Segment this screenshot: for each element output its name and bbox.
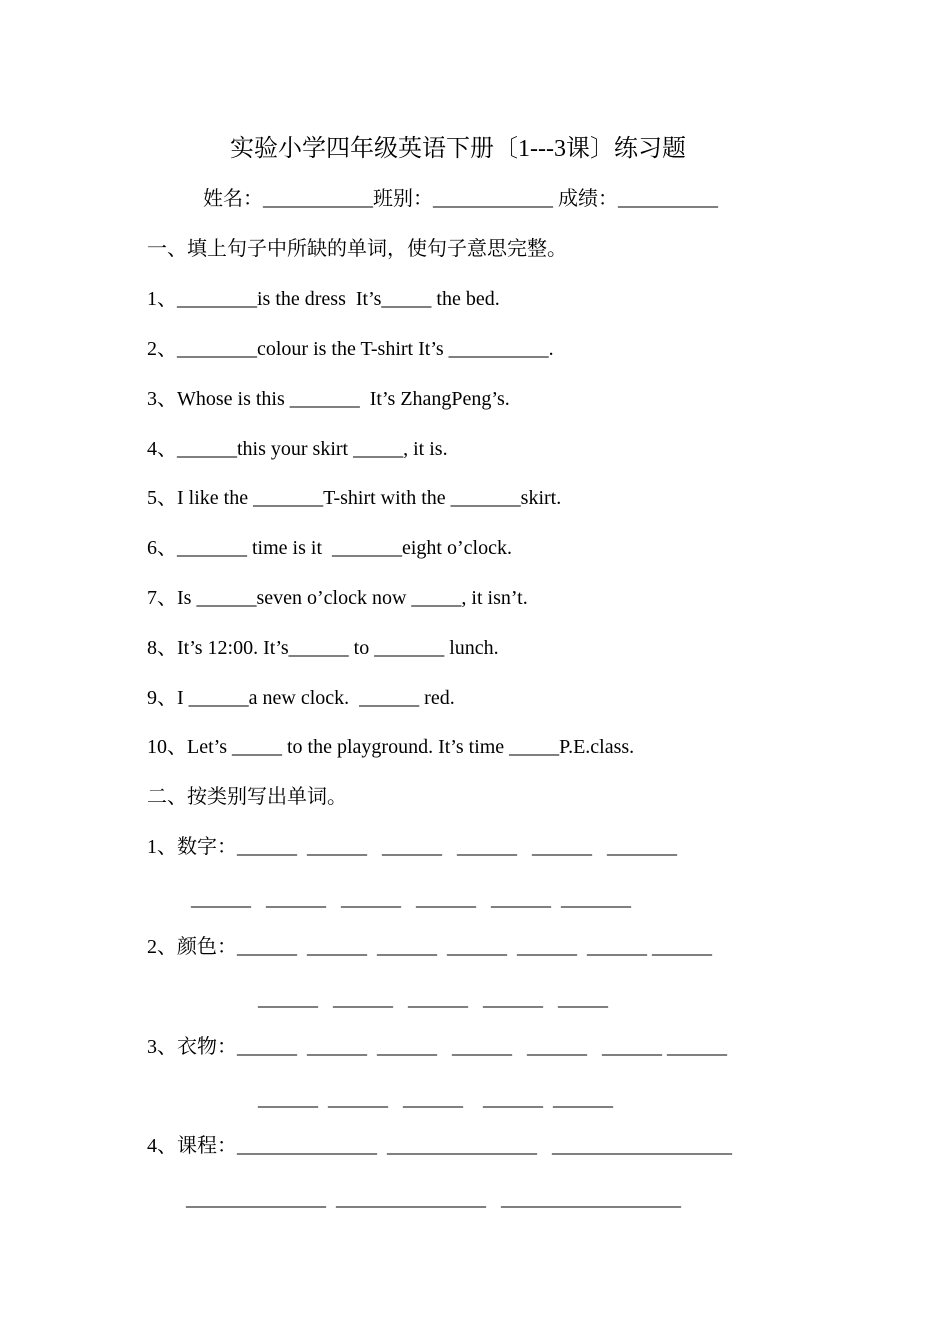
question-item: 4、______this your skirt _____, it is. [147,438,448,460]
page-title: 实验小学四年级英语下册〔1---3课〕练习题 [230,136,686,162]
question-item: 2、________colour is the T-shirt It’s __________. [147,338,554,360]
category-colors-line2: ______ ______ ______ ______ _____ [258,988,608,1010]
question-item: 3、Whose is this _______ It’s ZhangPeng’s. [147,388,510,410]
section2-heading: 二、按类别写出单词。 [147,786,347,808]
question-item: 1、________is the dress It’s_____ the bed. [147,288,500,310]
section1-heading: 一、填上句子中所缺的单词，使句子意思完整。 [147,238,567,260]
category-numbers-line1: 1、数字：______ ______ ______ ______ ______ _______ [147,836,677,858]
question-item: 10、Let’s _____ to the playground. It’s time _____P.E.class. [147,736,635,758]
question-item: 7、Is ______seven o’clock now _____, it isn’t. [147,587,528,609]
question-item: 8、It’s 12:00. It’s______ to _______ lunch. [147,637,499,659]
student-info-line: 姓名：___________班别：____________ 成绩：__________ [203,188,718,210]
category-numbers-line2: ______ ______ ______ ______ ______ _______ [191,888,631,910]
category-clothes-line2: ______ ______ ______ ______ ______ [258,1088,613,1110]
question-item: 6、_______ time is it _______eight o’clock. [147,537,512,559]
question-item: 5、I like the _______T-shirt with the _______skirt. [147,487,562,509]
category-subjects-line1: 4、课程：______________ _______________ __________________ [147,1135,732,1157]
category-subjects-line2: ______________ _______________ __________________ [186,1188,681,1210]
category-colors-line1: 2、颜色：______ ______ ______ ______ ______ ______ ______ [147,936,712,958]
question-item: 9、I ______a new clock. ______ red. [147,687,455,709]
category-clothes-line1: 3、衣物：______ ______ ______ ______ ______ ______ ______ [147,1036,727,1058]
